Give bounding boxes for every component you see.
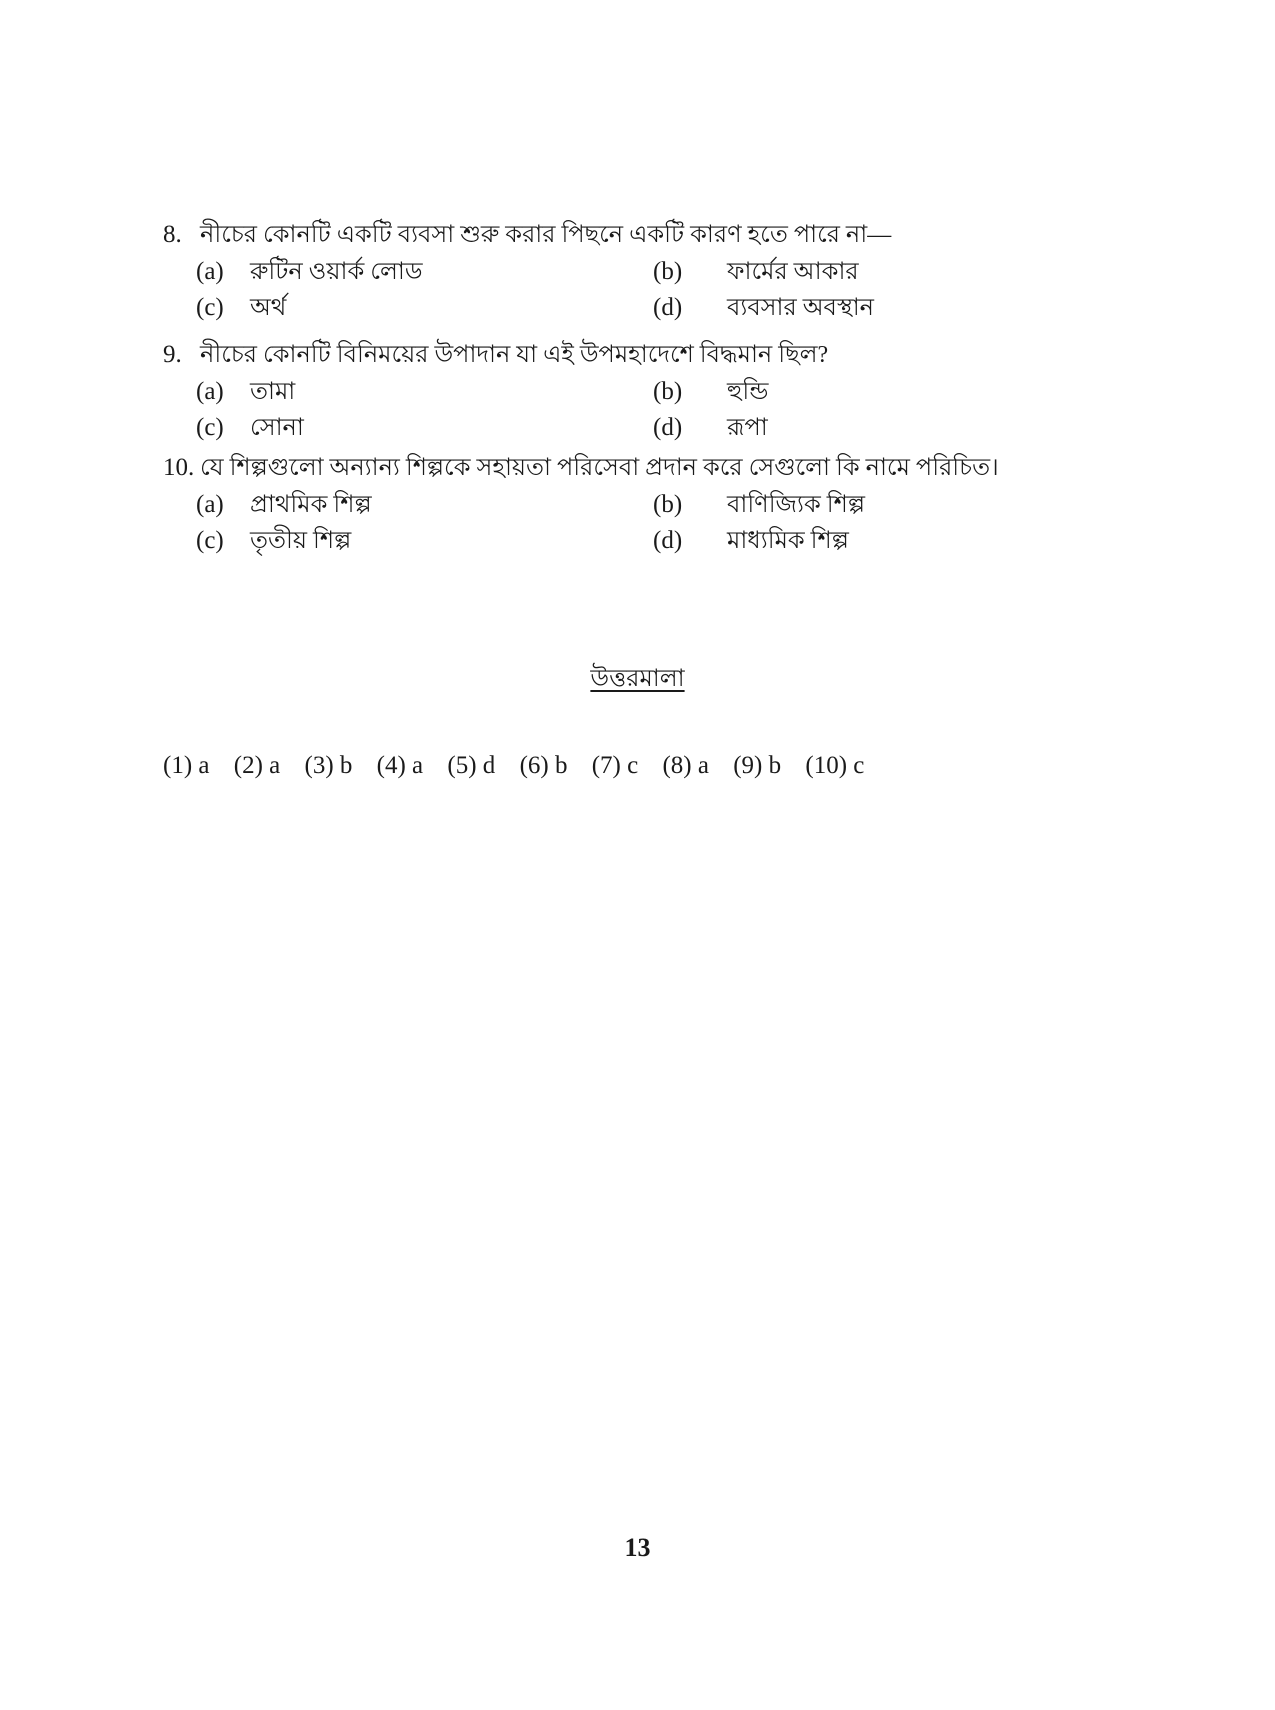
option-d xyxy=(653,410,768,446)
option-text: বাণিজ্যিক শিল্প xyxy=(727,492,865,518)
option-text: তৃতীয় শিল্প xyxy=(250,528,352,554)
option-a xyxy=(196,374,295,410)
answer-item: (4) a xyxy=(376,752,424,779)
question-number: 10. xyxy=(163,454,195,481)
option-letter: (a) xyxy=(196,258,224,285)
option-b xyxy=(653,487,865,523)
option-letter: (a) xyxy=(196,491,224,518)
question-10 xyxy=(163,453,1163,559)
answer-item: (9) b xyxy=(733,752,782,779)
option-letter: (c) xyxy=(196,294,224,321)
option-b xyxy=(653,374,768,410)
question-stem xyxy=(163,220,1163,250)
option-row xyxy=(163,410,1163,446)
option-letter: (b) xyxy=(653,258,683,285)
answer-item: (3) b xyxy=(304,752,353,779)
answer-item: (8) a xyxy=(662,752,709,779)
option-letter: (c) xyxy=(196,414,224,441)
option-d xyxy=(653,290,874,326)
option-letter: (b) xyxy=(653,491,683,518)
option-text: ব্যবসার অবস্থান xyxy=(727,295,875,321)
option-row xyxy=(163,487,1163,523)
question-number: 9. xyxy=(163,341,182,368)
option-c xyxy=(196,290,286,326)
option-row xyxy=(163,290,1163,326)
option-d xyxy=(653,523,849,559)
option-text: রূপা xyxy=(727,415,768,441)
question-text: নীচের কোনটি একটি ব্যবসা শুরু করার পিছনে একটি কারণ হতে পারে না— xyxy=(200,222,892,248)
option-a xyxy=(196,487,372,523)
option-c xyxy=(196,410,304,446)
answer-item: (7) c xyxy=(591,752,639,779)
option-text: সোনা xyxy=(250,415,304,441)
option-letter: (b) xyxy=(653,378,683,405)
page-number: 13 xyxy=(624,1533,651,1562)
answer-item: (2) a xyxy=(233,752,281,779)
option-letter: (c) xyxy=(196,527,224,554)
option-letter: (d) xyxy=(653,414,683,441)
question-8 xyxy=(163,220,1163,326)
option-a xyxy=(196,254,422,290)
question-number: 8. xyxy=(163,221,182,248)
option-row xyxy=(163,523,1163,559)
option-c xyxy=(196,523,351,559)
answers-heading-text: উত্তরমালা xyxy=(590,666,685,692)
option-text: ফার্মের আকার xyxy=(727,259,859,285)
answer-item: (5) d xyxy=(447,752,496,779)
option-row xyxy=(163,374,1163,410)
option-text: হুন্ডি xyxy=(727,379,769,405)
answer-item: (1) a xyxy=(163,752,210,779)
answer-item: (6) b xyxy=(519,752,568,779)
option-text: অর্থ xyxy=(250,295,287,321)
answer-key xyxy=(163,751,882,781)
question-text: নীচের কোনটি বিনিময়ের উপাদান যা এই উপমহাদেশে বিদ্ধমান ছিল? xyxy=(200,342,829,368)
option-row xyxy=(163,254,1163,290)
option-text: মাধ্যমিক শিল্প xyxy=(727,528,849,554)
question-9 xyxy=(163,340,1163,446)
option-letter: (a) xyxy=(196,378,224,405)
answers-heading xyxy=(0,664,1275,694)
option-letter: (d) xyxy=(653,294,683,321)
answer-item: (10) c xyxy=(805,752,865,779)
option-b xyxy=(653,254,859,290)
option-text: রুটিন ওয়ার্ক লোড xyxy=(250,259,423,285)
option-text: প্রাথমিক শিল্প xyxy=(250,492,372,518)
question-text: যে শিল্পগুলো অন্যান্য শিল্পকে সহায়তা পরিসেবা প্রদান করে সেগুলো কি নামে পরিচিত। xyxy=(200,455,999,481)
question-stem xyxy=(163,453,1163,483)
option-letter: (d) xyxy=(653,527,683,554)
question-stem xyxy=(163,340,1163,370)
option-text: তামা xyxy=(250,379,296,405)
